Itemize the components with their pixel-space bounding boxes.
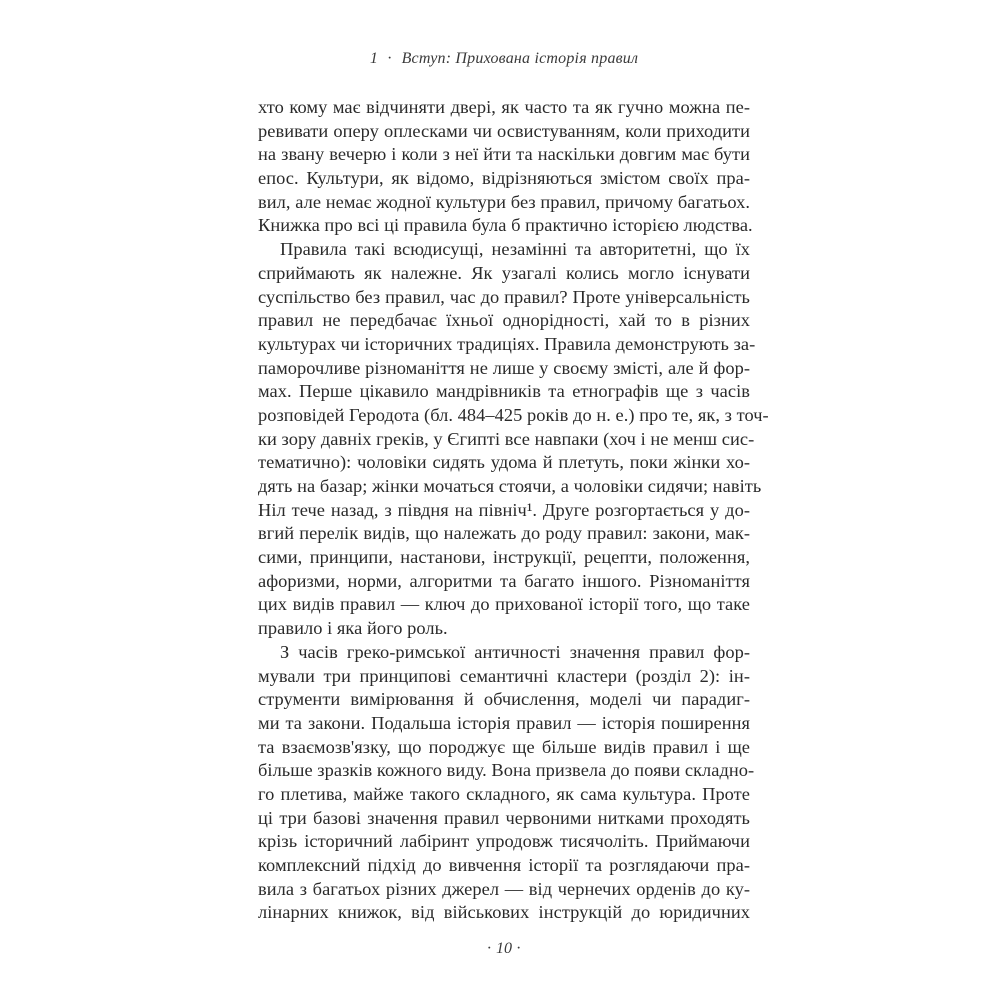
page-number-folio	[258, 940, 750, 958]
text-line: більше зразків кожного виду. Вона призвела до появи складно-	[258, 760, 755, 781]
text-line: струменти вимірювання й обчислення, моделі чи парадиг-	[258, 689, 750, 710]
text-line: крізь історичний лабіринт упродовж тисячоліть. Приймаючи	[258, 831, 750, 852]
text-line: сприймають як належне. Як узагалі колись могло існувати	[258, 262, 750, 283]
text-line: цих видів правил — ключ до прихованої історії того, що таке	[258, 594, 750, 615]
text-line: Книжка про всі ці правила була б практично історією людства.	[258, 215, 753, 236]
text-line: Ніл тече назад, з півдня на північ¹. Друге розгортається у до-	[258, 499, 750, 520]
text-line: правил не передбачає їхньої однорідності, хай то в різних	[258, 310, 750, 331]
text-line: суспільство без правил, час до правил? Проте універсальність	[258, 286, 750, 307]
running-head-chapter-number: 1	[369, 50, 379, 67]
text-line: сими, принципи, настанови, інструкції, рецепти, положення,	[258, 547, 750, 568]
folio-ornament-right: ·	[516, 940, 522, 957]
text-line: та взаємозв'язку, що породжує ще більше видів правил і ще	[258, 736, 750, 757]
text-line: лінарних книжок, від військових інструкцій до юридичних	[258, 902, 750, 923]
text-line: ки зору давніх греків, у Єгипті все навпаки (хоч і не менш сис-	[258, 428, 755, 449]
text-line: паморочливе різноманіття не лише у своєму змісті, але й фор-	[258, 357, 750, 378]
text-line: Правила такі всюдисущі, незамінні та авторитетні, що їх	[280, 239, 750, 260]
text-line: ревивати оперу оплесками чи освистуванням, коли приходити	[258, 120, 750, 141]
text-line: З часів греко-римської античності значення правил фор-	[280, 641, 750, 662]
running-head-separator: ·	[387, 50, 393, 67]
text-line: правило і яка його роль.	[258, 618, 448, 639]
text-line: мах. Перше цікавило мандрівників та етнографів ще з часів	[258, 381, 750, 402]
text-line: комплексний підхід до вивчення історії та розглядаючи пра-	[258, 855, 750, 875]
text-line: вил, але немає жодної культури без правил, причому багатьох.	[258, 191, 750, 212]
text-line: го плетива, майже такого складного, як сама культура. Проте	[258, 783, 750, 804]
text-line: хто кому має відчиняти двері, як часто та як гучно можна пе-	[258, 97, 750, 117]
text-line: епос. Культури, як відомо, відрізняються змістом своїх пра-	[258, 168, 750, 189]
text-line: ці три базові значення правил червоними нитками проходять	[258, 807, 750, 828]
body-text	[258, 96, 769, 925]
text-line: на звану вечерю і коли з неї йти та наскільки довгим має бути	[258, 144, 750, 165]
text-line: мували три принципові семантичні кластери (розділ 2): ін-	[258, 665, 750, 686]
text-line: вгий перелік видів, що належать до роду правил: закони, мак-	[258, 523, 750, 544]
text-line: вила з багатьох різних джерел — від чернечих орденів до ку-	[258, 878, 750, 899]
folio-ornament-left: ·	[486, 940, 492, 957]
running-head-title: Вступ: Прихована історія правил	[401, 50, 639, 67]
text-line: тематично): чоловіки сидять удома й плетуть, поки жінки хо-	[258, 452, 750, 473]
text-line: афоризми, норми, алгоритми та багато іншого. Різноманіття	[258, 570, 750, 591]
text-line: культурах чи історичних традиціях. Правила демонструють за-	[258, 333, 756, 354]
text-line: ми та закони. Подальша історія правил — історія поширення	[258, 712, 750, 733]
text-line: дять на базар; жінки мочаться стоячи, а чоловіки сидячи; навіть	[258, 476, 762, 496]
text-line: розповідей Геродота (бл. 484–425 років до н. е.) про те, як, з точ-	[258, 404, 769, 425]
page-number: 10	[496, 940, 512, 957]
book-page	[258, 40, 769, 960]
running-head	[258, 50, 750, 68]
